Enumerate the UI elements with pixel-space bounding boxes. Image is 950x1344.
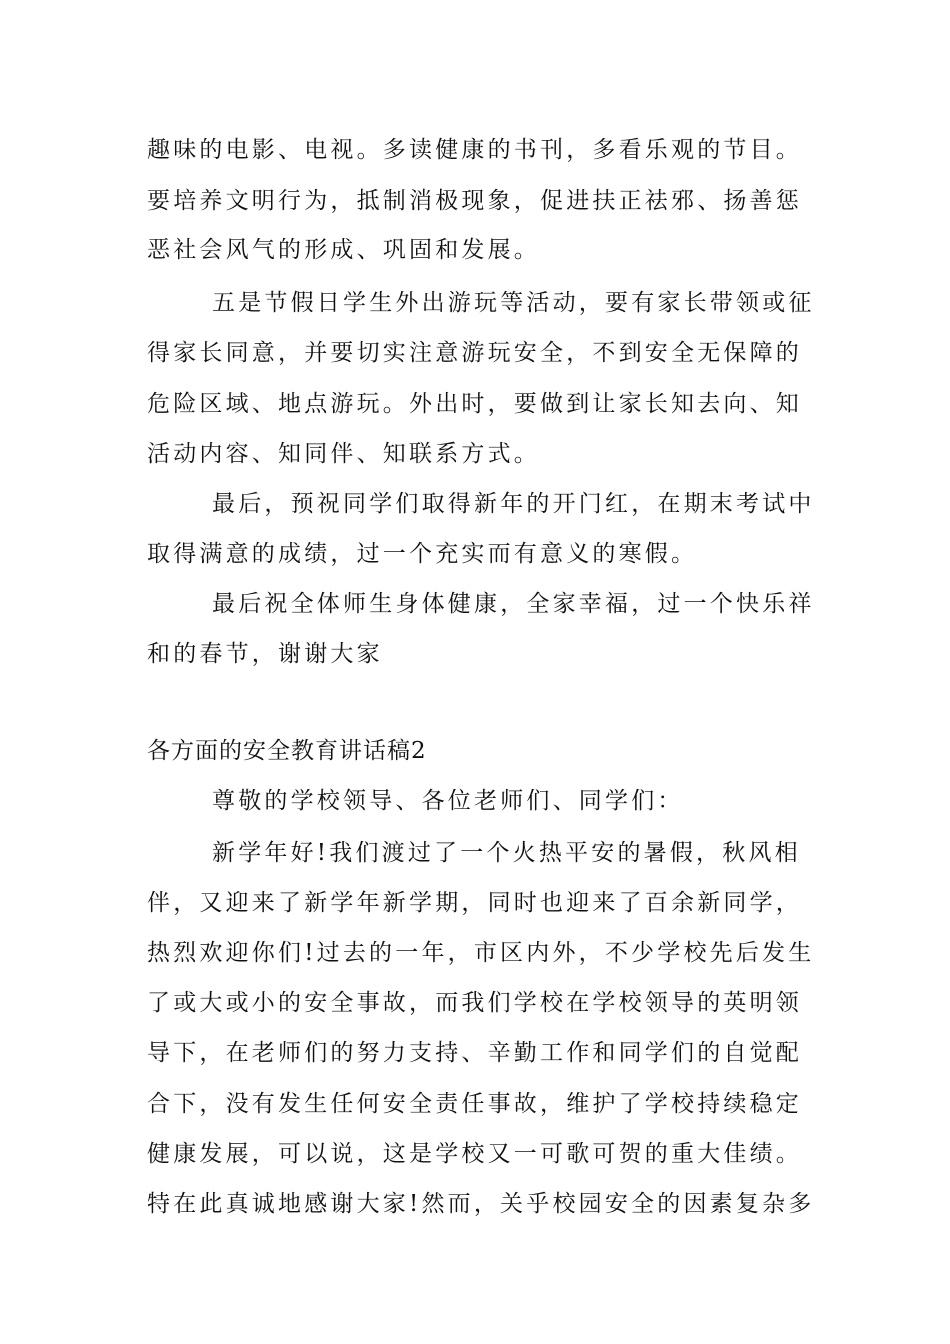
paragraph-line: 特在此真诚地感谢大家!然而，关乎校园安全的因素复杂多 xyxy=(147,1191,815,1217)
paragraph-line: 五是节假日学生外出游玩等活动，要有家长带领或征 xyxy=(212,290,815,316)
salutation-line: 尊敬的学校领导、各位老师们、同学们： xyxy=(212,788,684,814)
paragraph-line: 伴，又迎来了新学年新学期，同时也迎来了百余新同学， xyxy=(147,890,802,916)
paragraph-line: 要培养文明行为，抵制消极现象，促进扶正祛邪、扬善惩 xyxy=(147,188,802,214)
paragraph-line: 最后祝全体师生身体健康，全家幸福，过一个快乐祥 xyxy=(212,591,815,617)
paragraph-line: 恶社会风气的形成、巩固和发展。 xyxy=(147,237,540,263)
paragraph-line: 和的春节，谢谢大家 xyxy=(147,641,383,667)
paragraph-line: 取得满意的成绩，过一个充实而有意义的寒假。 xyxy=(147,541,698,567)
paragraph-line: 热烈欢迎你们!过去的一年，市区内外，不少学校先后发生 xyxy=(147,940,815,966)
paragraph-line: 合下，没有发生任何安全责任事故，维护了学校持续稳定 xyxy=(147,1091,802,1117)
paragraph-line: 了或大或小的安全事故，而我们学校在学校领导的英明领 xyxy=(147,990,802,1016)
section-title: 各方面的安全教育讲话稿2 xyxy=(147,738,427,764)
paragraph-line: 得家长同意，并要切实注意游玩安全，不到安全无保障的 xyxy=(147,340,802,366)
paragraph-line: 活动内容、知同伴、知联系方式。 xyxy=(147,441,540,467)
paragraph-line: 导下，在老师们的努力支持、辛勤工作和同学们的自觉配 xyxy=(147,1040,802,1066)
paragraph-line: 健康发展，可以说，这是学校又一可歌可贺的重大佳绩。 xyxy=(147,1141,802,1167)
paragraph-line: 趣味的电影、电视。多读健康的书刊，多看乐观的节目。 xyxy=(147,137,802,163)
paragraph-line: 新学年好!我们渡过了一个火热平安的暑假，秋风相 xyxy=(212,840,801,866)
paragraph-line: 最后，预祝同学们取得新年的开门红，在期末考试中 xyxy=(212,491,815,517)
paragraph-line: 危险区域、地点游玩。外出时，要做到让家长知去向、知 xyxy=(147,391,802,417)
